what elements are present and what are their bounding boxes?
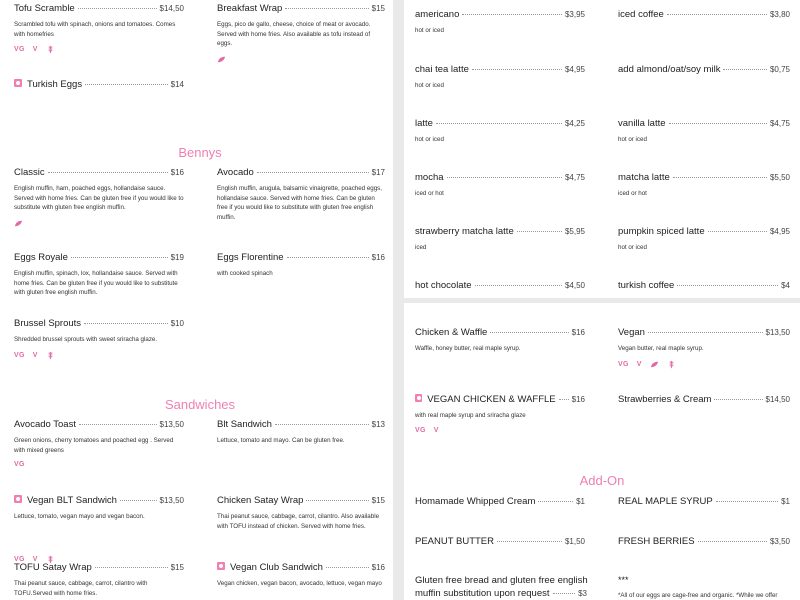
leader-dots bbox=[538, 501, 573, 502]
leader-dots bbox=[326, 567, 369, 568]
item-price: $14,50 bbox=[159, 4, 184, 13]
wheat-icon bbox=[667, 360, 676, 369]
item-description: hot or iced bbox=[415, 136, 444, 143]
item-description: Vegan butter, real maple syrup. bbox=[618, 345, 704, 352]
menu-item-pumpkin-spiced-latte[interactable] bbox=[618, 226, 790, 253]
leader-dots bbox=[648, 332, 763, 333]
egg-note bbox=[618, 575, 798, 600]
item-description: English muffin, spinach, lox, hollandaise sauce. Served with home fries. Can be gluten free if you would like to substitute with gluten free english muffin. bbox=[14, 270, 178, 297]
leader-dots bbox=[475, 285, 562, 286]
item-name: strawberry matcha latte bbox=[415, 226, 514, 237]
wheat-icon bbox=[46, 45, 55, 54]
item-description: Shredded brussel sprouts with sweet sriracha glaze. bbox=[14, 336, 158, 343]
item-name: turkish coffee bbox=[618, 280, 675, 291]
item-name: FRESH BERRIES bbox=[618, 536, 695, 547]
item-price: $4,25 bbox=[564, 119, 585, 128]
item-name: Avocado bbox=[217, 167, 254, 178]
item-name: Classic bbox=[14, 167, 45, 178]
menu-item-americano[interactable] bbox=[415, 9, 585, 36]
menu-item-tofu-scramble[interactable] bbox=[14, 3, 184, 54]
item-name: PEANUT BUTTER bbox=[415, 536, 495, 547]
item-name: Tofu Scramble bbox=[14, 3, 75, 14]
item-price: $19 bbox=[170, 253, 184, 262]
menu-item-peanut-butter[interactable] bbox=[415, 536, 585, 548]
item-name: TOFU Satay Wrap bbox=[14, 562, 92, 573]
item-price: $3,95 bbox=[564, 10, 585, 19]
leader-dots bbox=[285, 8, 368, 9]
item-name: Chicken & Waffle bbox=[415, 327, 488, 338]
menu-item-iced-coffee[interactable] bbox=[618, 9, 790, 21]
vegan-tag: VG bbox=[14, 46, 25, 54]
item-price: $15 bbox=[371, 4, 385, 13]
leader-dots bbox=[48, 172, 168, 173]
leader-dots bbox=[553, 593, 576, 594]
item-name: Eggs Florentine bbox=[217, 252, 284, 263]
item-price: $16 bbox=[571, 328, 585, 337]
item-name-line-2: muffin substitution upon request bbox=[415, 588, 550, 599]
item-price: $15 bbox=[371, 496, 385, 505]
leader-dots bbox=[673, 177, 767, 178]
item-price: $4 bbox=[781, 281, 790, 290]
menu-item-chicken-satay-wrap[interactable] bbox=[217, 495, 385, 531]
leader-dots bbox=[462, 14, 562, 15]
leader-dots bbox=[472, 69, 562, 70]
leader-dots bbox=[84, 323, 168, 324]
waffles-addon-panel bbox=[404, 303, 800, 600]
vegan-tag: VG bbox=[14, 351, 25, 359]
menu-item-turkish-coffee[interactable] bbox=[618, 280, 790, 292]
item-price: $14,50 bbox=[765, 395, 790, 404]
menu-item-fresh-berries[interactable] bbox=[618, 536, 790, 548]
menu-item-maple-syrup[interactable] bbox=[618, 496, 790, 508]
item-name: Homamade Whipped Cream bbox=[415, 496, 536, 507]
item-name: Chicken Satay Wrap bbox=[217, 495, 304, 506]
item-price: $14 bbox=[170, 80, 184, 89]
item-price: $4,75 bbox=[769, 119, 790, 128]
leader-dots bbox=[667, 14, 767, 15]
leader-dots bbox=[714, 399, 762, 400]
menu-item-hot-chocolate[interactable] bbox=[415, 280, 585, 292]
item-description: Eggs, pico de gallo, cheese, choice of meat or avocado. Served with home fries. Also available as tofu instead of eggs. bbox=[217, 21, 371, 48]
item-description: hot or iced bbox=[618, 136, 647, 143]
dietary-tags bbox=[14, 45, 184, 54]
item-price: $1,50 bbox=[564, 537, 585, 546]
item-description: Thai peanut sauce, cabbage, carrot, cilantro with TOFU.Served with home fries. bbox=[14, 580, 148, 597]
item-name: pumpkin spiced latte bbox=[618, 226, 705, 237]
item-price: $16 bbox=[571, 395, 585, 404]
item-price: $13,50 bbox=[765, 328, 790, 337]
item-name: VEGAN CHICKEN & WAFFLE bbox=[427, 394, 556, 405]
item-name: chai tea latte bbox=[415, 64, 469, 75]
dietary-tags bbox=[415, 427, 585, 434]
dietary-tags bbox=[217, 55, 385, 64]
item-price: $4,50 bbox=[564, 281, 585, 290]
item-description: Thai peanut sauce, cabbage, carrot, cilantro. Also available with TOFU instead of chicken. Served with home fries. bbox=[217, 513, 380, 530]
item-name-line-1: Gluten free bread and gluten free english bbox=[415, 575, 588, 586]
item-description: with cooked spinach bbox=[217, 270, 273, 277]
item-price: $1 bbox=[576, 497, 585, 506]
item-price: $16 bbox=[371, 253, 385, 262]
item-name: hot chocolate bbox=[415, 280, 472, 291]
menu-item-eggs-royale[interactable] bbox=[14, 252, 184, 298]
leader-dots bbox=[275, 424, 369, 425]
vegan-badge-icon bbox=[415, 394, 422, 402]
section-title-bennys: Bennys bbox=[178, 145, 222, 160]
item-description: hot or iced bbox=[618, 244, 647, 251]
menu-item-vegan-waffle[interactable] bbox=[618, 327, 790, 369]
leader-dots bbox=[287, 257, 369, 258]
leader-dots bbox=[436, 123, 562, 124]
menu-item-breakfast-wrap[interactable] bbox=[217, 3, 385, 64]
leaf-icon bbox=[217, 55, 226, 64]
section-title-add-on: Add-On bbox=[579, 473, 625, 488]
item-price: $1 bbox=[781, 497, 790, 506]
vegetarian-tag: V bbox=[32, 46, 38, 54]
vegetarian-tag: V bbox=[636, 360, 642, 368]
item-price: $0,75 bbox=[769, 65, 790, 74]
leader-dots bbox=[71, 257, 168, 258]
item-price: $17 bbox=[371, 168, 385, 177]
menu-item-alt-milk[interactable] bbox=[618, 64, 790, 76]
menu-item-gluten-free-substitution[interactable] bbox=[415, 575, 587, 600]
item-name: mocha bbox=[415, 172, 444, 183]
dietary-tags bbox=[618, 360, 790, 369]
leader-dots bbox=[559, 399, 569, 400]
item-name: Strawberries & Cream bbox=[618, 394, 712, 405]
leader-dots bbox=[698, 541, 767, 542]
item-name: Brussel Sprouts bbox=[14, 318, 82, 329]
item-description: Waffle, honey butter, real maple syrup. bbox=[415, 345, 521, 352]
vegan-tag: VG bbox=[618, 360, 629, 368]
item-name: latte bbox=[415, 118, 433, 129]
item-name: Eggs Royale bbox=[14, 252, 68, 263]
item-description: Green onions, cherry tomatoes and poached egg . Served with mixed greens bbox=[14, 437, 174, 454]
item-price: $5,50 bbox=[769, 173, 790, 182]
item-price: $3,80 bbox=[769, 10, 790, 19]
leader-dots bbox=[497, 541, 562, 542]
leaf-icon bbox=[650, 360, 659, 369]
item-description: hot or iced bbox=[415, 27, 444, 34]
menu-item-vegan-club-sandwich[interactable] bbox=[217, 562, 385, 589]
leader-dots bbox=[517, 231, 562, 232]
item-description: hot or iced bbox=[415, 82, 444, 89]
note-stars: *** bbox=[618, 575, 629, 585]
item-description: iced bbox=[415, 244, 427, 251]
leader-dots bbox=[257, 172, 369, 173]
menu-item-strawberry-matcha[interactable] bbox=[415, 226, 585, 253]
menu-item-matcha-latte[interactable] bbox=[618, 172, 790, 199]
item-name: Blt Sandwich bbox=[217, 419, 272, 430]
menu-item-blt-sandwich[interactable] bbox=[217, 419, 385, 446]
menu-item-strawberries-cream[interactable] bbox=[618, 394, 790, 406]
item-description: iced or hot bbox=[618, 190, 647, 197]
item-price: $5,95 bbox=[564, 227, 585, 236]
item-price: $4,95 bbox=[769, 227, 790, 236]
menu-item-vanilla-latte[interactable] bbox=[618, 118, 790, 145]
item-name: REAL MAPLE SYRUP bbox=[618, 496, 713, 507]
vegetarian-tag: V bbox=[32, 351, 38, 359]
item-description: English muffin, ham, poached eggs, hollandaise sauce. Served with home fries. Can be gluten free if you would like to substitute with gluten free english muffin. bbox=[14, 185, 184, 212]
leader-dots bbox=[447, 177, 562, 178]
menu-item-vegan-blt[interactable] bbox=[14, 495, 184, 522]
item-price: $3,50 bbox=[769, 537, 790, 546]
item-description: Vegan chicken, vegan bacon, avocado, lettuce, vegan mayo bbox=[217, 580, 382, 587]
item-name: Vegan Club Sandwich bbox=[230, 562, 323, 573]
item-price: $13,50 bbox=[159, 420, 184, 429]
menu-item-avocado[interactable] bbox=[217, 167, 385, 222]
item-description: iced or hot bbox=[415, 190, 444, 197]
menu-item-chai-tea-latte[interactable] bbox=[415, 64, 585, 91]
dietary-tags bbox=[14, 219, 184, 228]
item-price: $4,75 bbox=[564, 173, 585, 182]
leader-dots bbox=[306, 500, 368, 501]
item-name: americano bbox=[415, 9, 460, 20]
leaf-icon bbox=[14, 219, 23, 228]
item-name: Turkish Eggs bbox=[27, 79, 83, 90]
item-name: Avocado Toast bbox=[14, 419, 76, 430]
left-menu-panel bbox=[0, 0, 393, 600]
menu-item-classic[interactable] bbox=[14, 167, 184, 228]
item-description: Lettuce, tomato, vegan mayo and vegan bacon. bbox=[14, 513, 145, 520]
leader-dots bbox=[708, 231, 767, 232]
item-price: $10 bbox=[170, 319, 184, 328]
leader-dots bbox=[85, 84, 168, 85]
vegan-badge-icon bbox=[14, 79, 22, 87]
leader-dots bbox=[79, 424, 157, 425]
item-price: $15 bbox=[170, 563, 184, 572]
leader-dots bbox=[716, 501, 778, 502]
leader-dots bbox=[95, 567, 168, 568]
vegan-tag: VG bbox=[14, 461, 25, 469]
wheat-icon bbox=[46, 351, 55, 360]
item-name: vanilla latte bbox=[618, 118, 666, 129]
item-description: Lettuce, tomato and mayo. Can be gluten free. bbox=[217, 437, 345, 444]
menu-item-whipped-cream[interactable] bbox=[415, 496, 585, 508]
item-price: $13,50 bbox=[159, 496, 184, 505]
dietary-tags bbox=[14, 351, 184, 360]
item-price: $13 bbox=[371, 420, 385, 429]
drinks-panel bbox=[404, 0, 800, 298]
dietary-tags bbox=[14, 461, 184, 468]
menu-item-vegan-chicken-waffle[interactable] bbox=[415, 394, 585, 434]
leader-dots bbox=[490, 332, 568, 333]
vegan-tag: VG bbox=[415, 426, 426, 434]
item-name: matcha latte bbox=[618, 172, 670, 183]
item-description: with real maple syrup and sriracha glaze bbox=[415, 412, 526, 419]
menu-item-turkish-eggs[interactable] bbox=[14, 79, 184, 91]
menu-item-tofu-satay-wrap[interactable] bbox=[14, 562, 184, 598]
item-name: add almond/oat/soy milk bbox=[618, 64, 721, 75]
vegetarian-tag: V bbox=[433, 426, 439, 434]
menu-item-latte[interactable] bbox=[415, 118, 585, 145]
item-description: Scrambled tofu with spinach, onions and tomatoes. Comes with homefries bbox=[14, 21, 176, 38]
item-price: $16 bbox=[371, 563, 385, 572]
item-name: Vegan bbox=[618, 327, 645, 338]
menu-item-mocha[interactable] bbox=[415, 172, 585, 199]
item-name: iced coffee bbox=[618, 9, 664, 20]
vegan-badge-icon bbox=[217, 562, 225, 570]
leader-dots bbox=[78, 8, 157, 9]
leader-dots bbox=[677, 285, 778, 286]
vegan-badge-icon bbox=[14, 495, 22, 503]
vegetarian-tag: V bbox=[32, 556, 38, 563]
leader-dots bbox=[669, 123, 767, 124]
vegan-tag: VG bbox=[14, 556, 25, 563]
item-description: English muffin, arugula, balsamic vinaigrette, poached eggs, hollandaise sauce. Served with home fries. Can be gluten free if you would like to substitute with gluten free english muffin. bbox=[217, 185, 382, 221]
leader-dots bbox=[120, 500, 157, 501]
item-price: $16 bbox=[170, 168, 184, 177]
menu-item-brussel-sprouts[interactable] bbox=[14, 318, 184, 360]
item-price: $4,95 bbox=[564, 65, 585, 74]
note-text: *All of our eggs are cage-free and organic. *While we offer bbox=[618, 592, 778, 599]
leader-dots bbox=[723, 69, 767, 70]
menu-item-chicken-waffle[interactable] bbox=[415, 327, 585, 354]
item-price: $3 bbox=[578, 589, 587, 598]
item-name: Vegan BLT Sandwich bbox=[27, 495, 117, 506]
menu-item-eggs-florentine[interactable] bbox=[217, 252, 385, 279]
item-name: Breakfast Wrap bbox=[217, 3, 283, 14]
section-title-sandwiches: Sandwiches bbox=[164, 397, 236, 412]
menu-item-avocado-toast[interactable] bbox=[14, 419, 184, 468]
